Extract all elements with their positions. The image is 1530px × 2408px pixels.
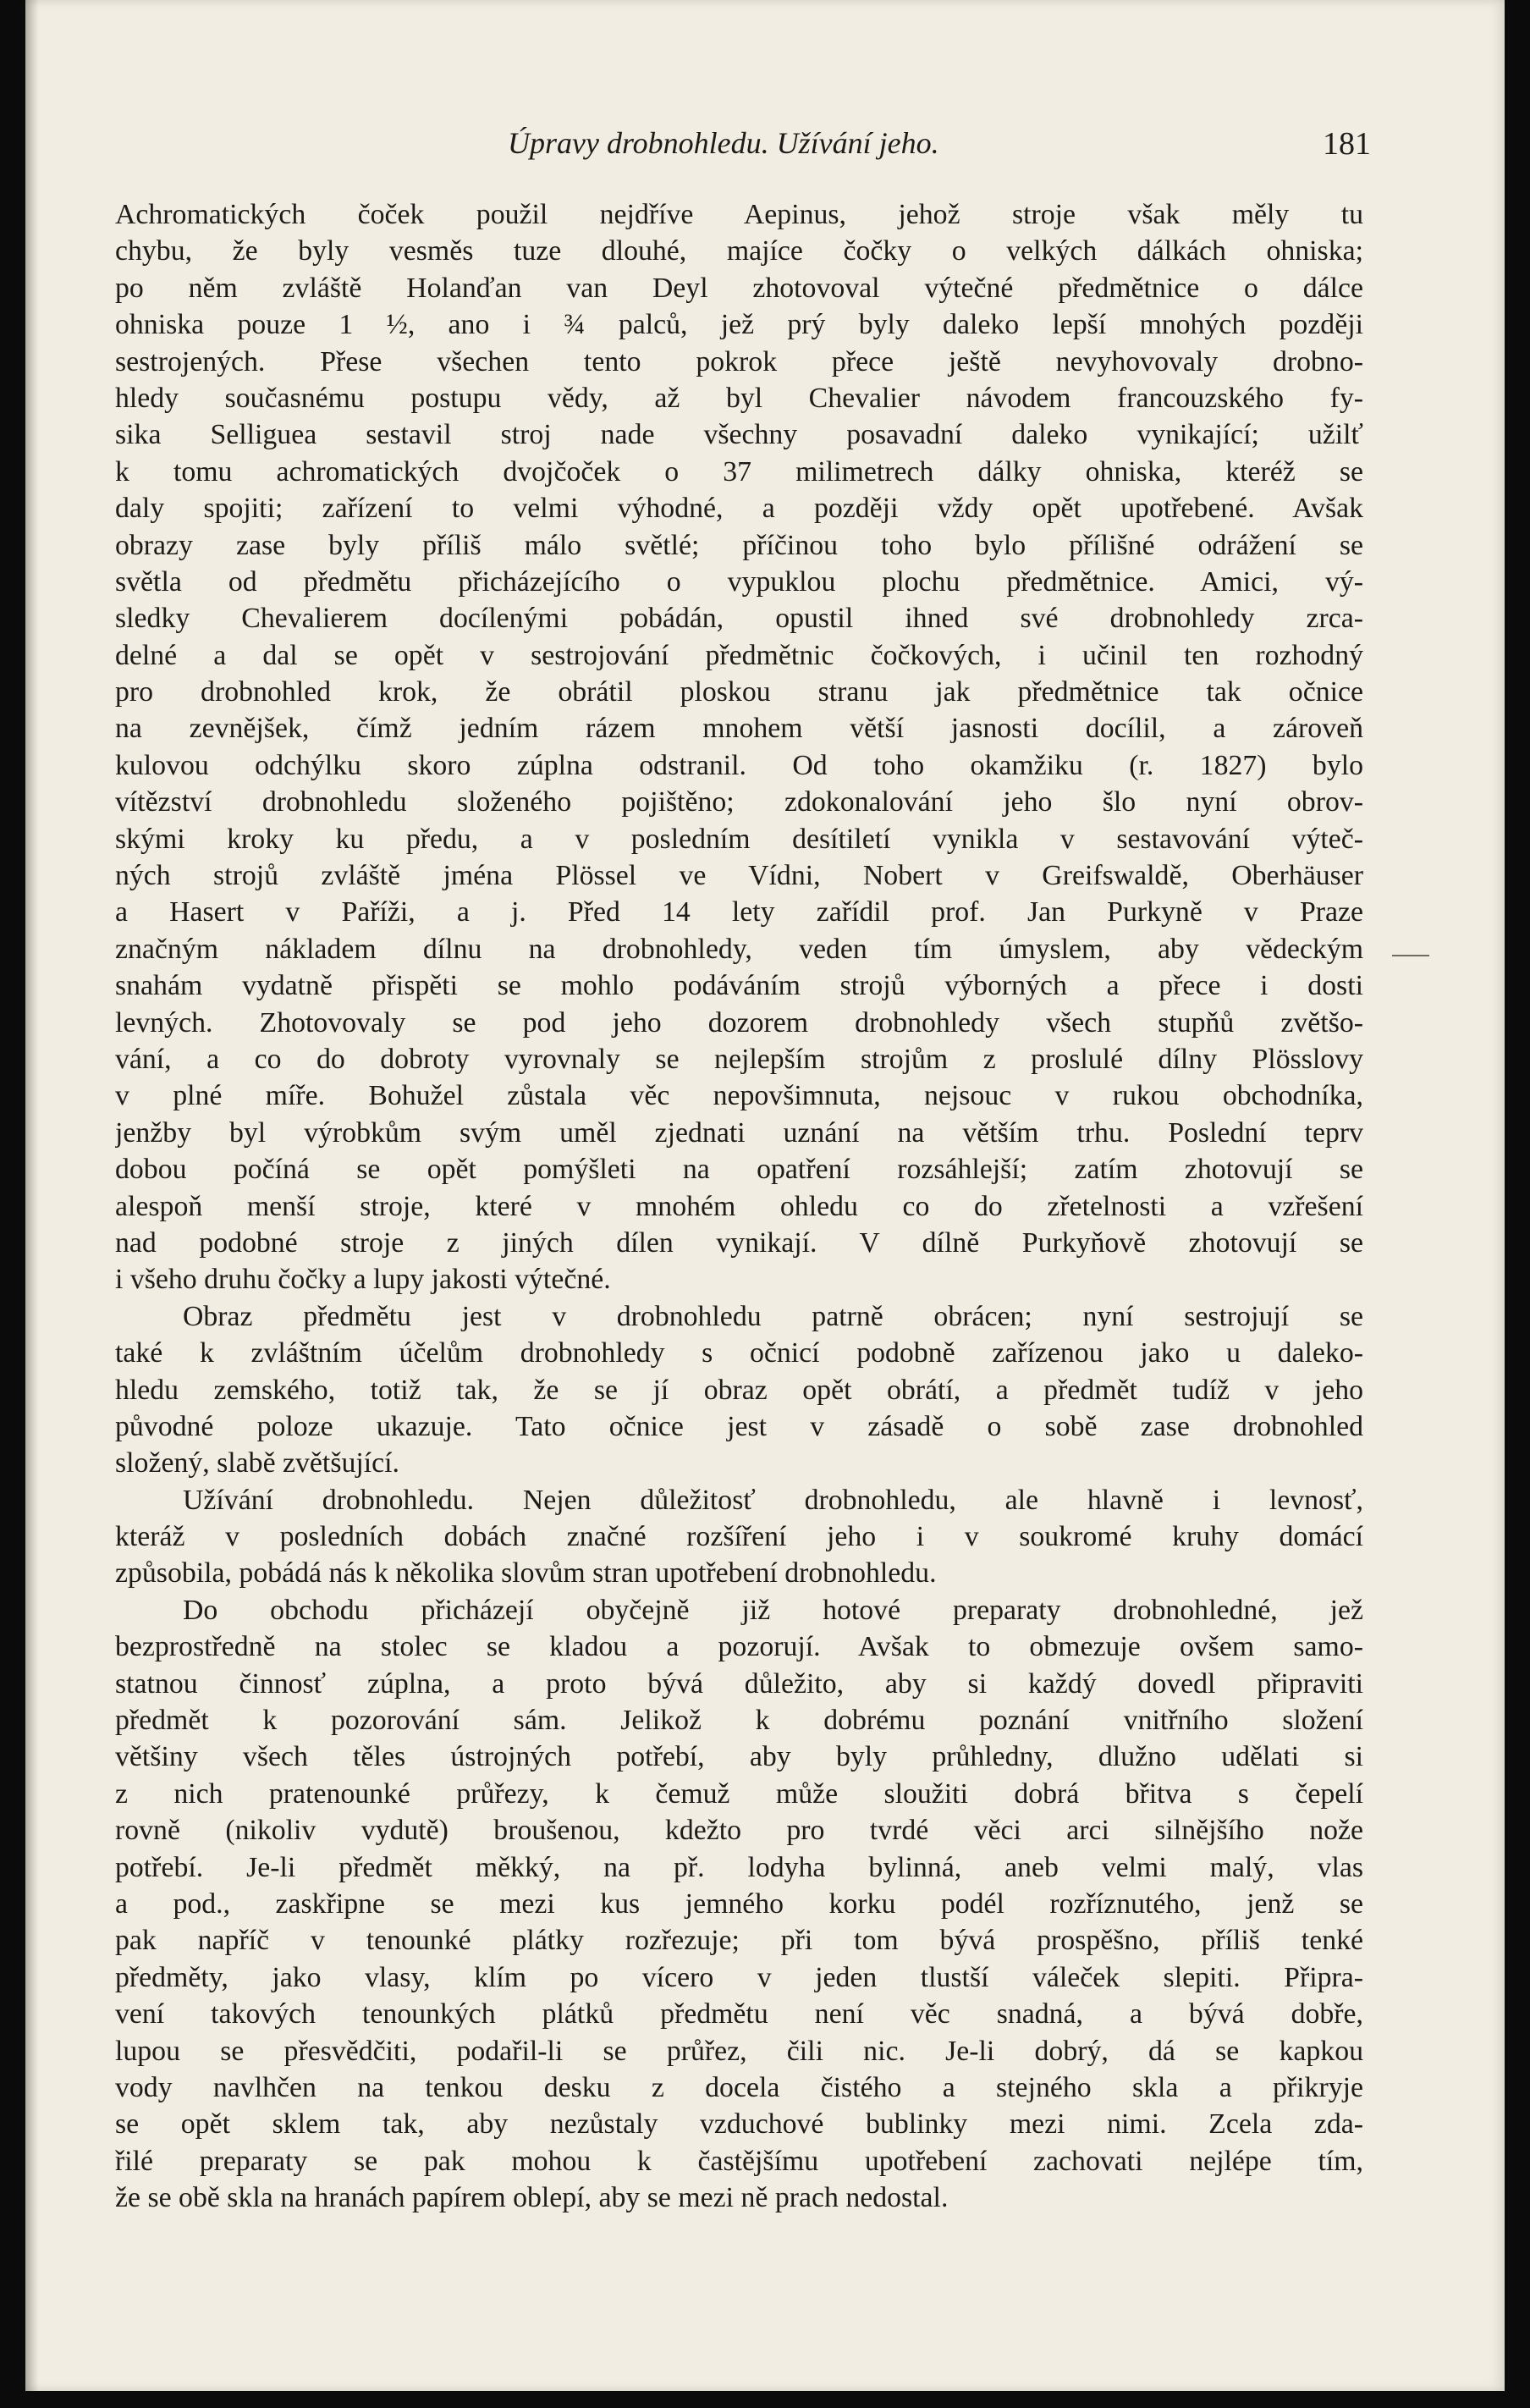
text-line: ohniska pouze 1 ½, ano i ¾ palců, jež prý byly daleko lepší mnohých později bbox=[115, 309, 1363, 341]
text-line: většiny všech těles ústrojných potřebí, aby byly průhledny, dlužno udělati si bbox=[115, 1741, 1363, 1773]
text-line: pak napříč v tenounké plátky rozřezuje; při tom bývá prospěšno, příliš tenké bbox=[115, 1925, 1363, 1957]
text-line: potřebí. Je-li předmět měkký, na př. lodyha bylinná, aneb velmi malý, vlas bbox=[115, 1851, 1363, 1883]
text-line: sika Selliguea sestavil stroj nade všechny posavadní daleko vynikající; užilť bbox=[115, 419, 1363, 451]
text-line: kteráž v posledních dobách značné rozšíření jeho i v soukromé kruhy domácí bbox=[115, 1521, 1363, 1553]
text-line: hledy současnému postupu vědy, až byl Chevalier návodem francouzského fy- bbox=[115, 382, 1363, 414]
text-line: Užívání drobnohledu. Nejen důležitosť drobnohledu, ale hlavně i levnosť, bbox=[183, 1484, 1363, 1516]
text-line: Achromatických čoček použil nejdříve Aepinus, jehož stroje však měly tu bbox=[115, 199, 1363, 230]
text-line: Do obchodu přicházejí obyčejně již hotové preparaty drobnohledné, jež bbox=[183, 1594, 1363, 1626]
text-line: složený, slabě zvětšující. bbox=[115, 1447, 399, 1480]
text-line: dobou počíná se opět pomýšleti na opatření rozsáhlejší; zatím zhotovují se bbox=[115, 1154, 1363, 1186]
text-line: nad podobné stroje z jiných dílen vynikají. V dílně Purkyňově zhotovují se bbox=[115, 1226, 1363, 1259]
text-line: a Hasert v Paříži, a j. Před 14 lety zařídil prof. Jan Purkyně v Praze bbox=[115, 896, 1363, 928]
book-page bbox=[25, 0, 1505, 2391]
text-line: vítězství drobnohledu složeného pojištěno; zdokonalování jeho šlo nyní obrov- bbox=[115, 786, 1363, 818]
text-line: z nich pratenounké průřezy, k čemuž může sloužiti dobrá břitva s čepelí bbox=[115, 1777, 1363, 1810]
margin-mark bbox=[1392, 955, 1429, 956]
text-line: lupou se přesvědčiti, podařil-li se průřez, čili nic. Je-li dobrý, dá se kapkou bbox=[115, 2035, 1363, 2067]
text-line: sledky Chevalierem docílenými pobádán, opustil ihned své drobnohledy zrca- bbox=[115, 603, 1363, 635]
text-line: alespoň menší stroje, které v mnohém ohledu co do zřetelnosti a vzřešení bbox=[115, 1190, 1363, 1222]
text-line: bezprostředně na stolec se kladou a pozorují. Avšak to obmezuje ovšem samo- bbox=[115, 1631, 1363, 1663]
text-line: řilé preparaty se pak mohou k častějšímu upotřebení zachovati nejlépe tím, bbox=[115, 2145, 1363, 2177]
text-line: předmět k pozorování sám. Jelikož k dobrému poznání vnitřního složení bbox=[115, 1705, 1363, 1737]
text-line: se opět sklem tak, aby nezůstaly vzduchové bublinky mezi nimi. Zcela zda- bbox=[115, 2108, 1363, 2141]
text-line: ných strojů zvláště jména Plössel ve Vídni, Nobert v Greifswaldě, Oberhäuser bbox=[115, 860, 1363, 892]
text-line: statnou činnosť zúplna, a proto bývá důležito, aby si každý dovedl připraviti bbox=[115, 1667, 1363, 1700]
page-spine-shadow bbox=[25, 0, 39, 2391]
text-line: i všeho druhu čočky a lupy jakosti výtečné. bbox=[115, 1264, 611, 1296]
text-line: světla od předmětu přicházejícího o vypuklou plochu předmětnice. Amici, vý- bbox=[115, 565, 1363, 598]
text-line: vání, a co do dobroty vyrovnaly se nejlepším strojům z proslulé dílny Plösslovy bbox=[115, 1043, 1363, 1075]
text-line: hledu zemského, totiž tak, že se jí obraz opět obrátí, a předmět tudíž v jeho bbox=[115, 1374, 1363, 1406]
running-title: Úpravy drobnohledu. Užívání jeho. bbox=[508, 126, 939, 160]
text-line: způsobila, pobádá nás k několika slovům stran upotřebení drobnohledu. bbox=[115, 1557, 937, 1590]
text-line: po něm zvláště Holanďan van Deyl zhotovoval výtečné předmětnice o dálce bbox=[115, 272, 1363, 304]
text-line: snahám vydatně přispěti se mohlo podáváním strojů výborných a přece i dosti bbox=[115, 970, 1363, 1002]
text-line: daly spojiti; zařízení to velmi výhodné, a později vždy opět upotřebené. Avšak bbox=[115, 493, 1363, 525]
text-line: jenžby byl výrobkům svým uměl zjednati uznání na větším trhu. Poslední teprv bbox=[115, 1116, 1363, 1149]
text-line: rovně (nikoliv vydutě) broušenou, kdežto pro tvrdé věci arci silnějšího nože bbox=[115, 1815, 1363, 1847]
text-line: značným nákladem dílnu na drobnohledy, veden tím úmyslem, aby vědeckým bbox=[115, 933, 1363, 965]
text-line: k tomu achromatických dvojčoček o 37 milimetrech dálky ohniska, kteréž se bbox=[115, 455, 1363, 488]
text-line: sestrojených. Přese všechen tento pokrok přece ještě nevyhovovaly drobno- bbox=[115, 345, 1363, 377]
text-line: Obraz předmětu jest v drobnohledu patrně obrácen; nyní sestrojují se bbox=[183, 1300, 1363, 1332]
text-line: chybu, že byly vesměs tuze dlouhé, majíce čočky o velkých dálkách ohniska; bbox=[115, 235, 1363, 267]
page-number: 181 bbox=[1323, 126, 1371, 162]
text-line: také k zvláštním účelům drobnohledy s očnicí podobně zařízenou jako u daleko- bbox=[115, 1337, 1363, 1369]
text-line: levných. Zhotovovaly se pod jeho dozorem drobnohledy všech stupňů zvětšo- bbox=[115, 1006, 1363, 1039]
text-line: a pod., zaskřipne se mezi kus jemného korku podél rozříznutého, jenž se bbox=[115, 1887, 1363, 1920]
text-line: předměty, jako vlasy, klím po vícero v jeden tlustší váleček slepiti. Připra- bbox=[115, 1961, 1363, 1993]
text-line: vody navlhčen na tenkou desku z docela čistého a stejného skla a přikryje bbox=[115, 2071, 1363, 2103]
text-line: že se obě skla na hranách papírem oblepí, aby se mezi ně prach nedostal. bbox=[115, 2182, 949, 2214]
text-line: původné poloze ukazuje. Tato očnice jest v zásadě o sobě zase drobnohled bbox=[115, 1410, 1363, 1442]
body-text bbox=[115, 196, 1363, 2216]
text-line: pro drobnohled krok, že obrátil ploskou stranu jak předmětnice tak očnice bbox=[115, 676, 1363, 708]
page-header bbox=[482, 125, 1371, 176]
text-line: kulovou odchýlku skoro zúplna odstranil. Od toho okamžiku (r. 1827) bylo bbox=[115, 749, 1363, 781]
text-line: vení takových tenounkých plátků předmětu není věc snadná, a bývá dobře, bbox=[115, 1998, 1363, 2031]
text-line: na zevnějšek, čímž jedním rázem mnohem větší jasnosti docílil, a zároveň bbox=[115, 713, 1363, 745]
text-line: v plné míře. Bohužel zůstala věc nepovšimnuta, nejsouc v rukou obchodníka, bbox=[115, 1080, 1363, 1112]
text-line: obrazy zase byly příliš málo světlé; příčinou toho bylo přílišné odrážení se bbox=[115, 529, 1363, 561]
text-line: delné a dal se opět v sestrojování předmětnic čočkových, i učinil ten rozhodný bbox=[115, 639, 1363, 671]
text-line: skými kroky ku předu, a v posledním desítiletí vynikla v sestavování výteč- bbox=[115, 823, 1363, 855]
